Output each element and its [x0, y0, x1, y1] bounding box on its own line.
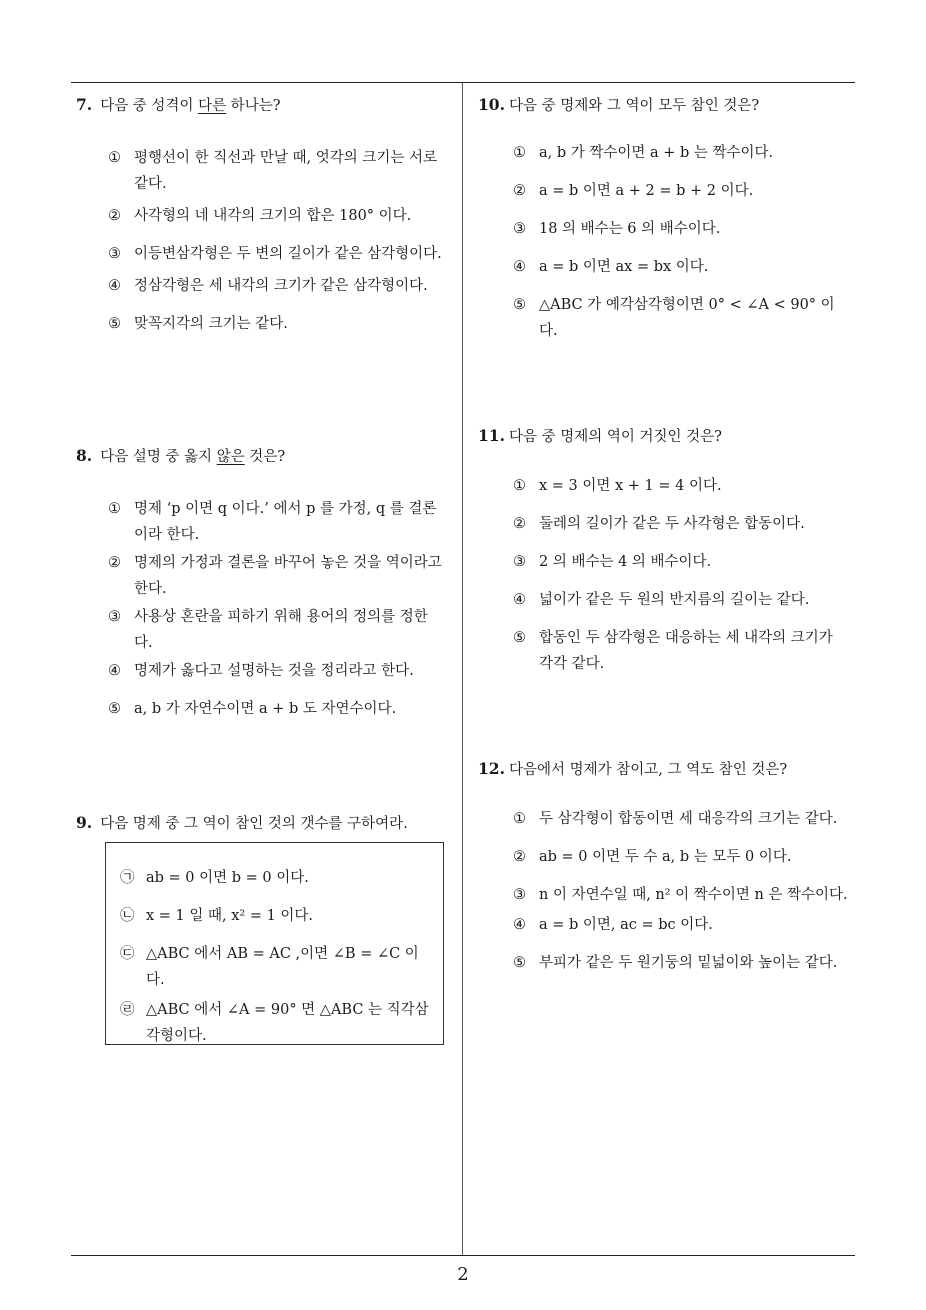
statement-text: △ABC 에서 ∠A = 90° 면 △ABC 는 직각삼각형이다.: [146, 1002, 429, 1044]
option-marker: ⑤: [108, 316, 121, 332]
option-2[interactable]: [513, 844, 850, 870]
option-text: 맞꼭지각의 크기는 같다.: [134, 316, 288, 332]
question-7-prompt: [76, 92, 444, 119]
option-marker: ⑤: [108, 701, 121, 717]
statement-marker: ㉡: [120, 908, 135, 924]
option-1[interactable]: [108, 496, 444, 548]
option-text: x = 3 이면 x + 1 = 4 이다.: [539, 478, 722, 494]
underlined-word: 않은: [216, 449, 245, 465]
question-9-prompt: [76, 810, 448, 837]
statement-marker: ㉣: [120, 1002, 135, 1018]
statement-3: [120, 941, 432, 993]
option-marker: ④: [513, 592, 526, 608]
statement-text: x = 1 일 때, x² = 1 이다.: [146, 908, 314, 924]
statement-marker: ㉠: [120, 870, 135, 886]
option-2[interactable]: [513, 511, 850, 537]
option-2[interactable]: [513, 178, 850, 204]
question-number: 10.: [478, 95, 505, 114]
option-marker: ①: [513, 145, 526, 161]
option-marker: ④: [108, 278, 121, 294]
option-text: a = b 이면 ax = bx 이다.: [539, 259, 709, 275]
option-marker: ①: [513, 811, 526, 827]
question-number: 7.: [76, 95, 93, 114]
option-marker: ⑤: [513, 297, 526, 313]
page-number: 2: [457, 1264, 469, 1285]
option-text: 합동인 두 삼각형은 대응하는 세 내각의 크기가 각각 같다.: [539, 630, 833, 672]
option-4[interactable]: [513, 587, 850, 613]
question-text: 하나는?: [226, 98, 281, 114]
option-text: 18 의 배수는 6 의 배수이다.: [539, 221, 721, 237]
option-3[interactable]: [108, 241, 444, 267]
option-4[interactable]: [108, 273, 444, 299]
option-marker: ①: [513, 478, 526, 494]
option-text: a, b 가 짝수이면 a + b 는 짝수이다.: [539, 145, 774, 161]
option-text: △ABC 가 예각삼각형이면 0° < ∠A < 90° 이다.: [539, 297, 835, 339]
question-text: 다음 중 명제의 역이 거짓인 것은?: [508, 429, 722, 445]
option-3[interactable]: [513, 549, 850, 575]
option-marker: ⑤: [513, 630, 526, 646]
option-marker: ②: [108, 208, 121, 224]
option-text: 이등변삼각형은 두 변의 길이가 같은 삼각형이다.: [134, 246, 442, 262]
option-text: n 이 자연수일 때, n² 이 짝수이면 n 은 짝수이다.: [539, 887, 848, 903]
question-number: 9.: [76, 813, 93, 832]
option-3[interactable]: [513, 882, 850, 908]
option-5[interactable]: [513, 950, 850, 976]
option-text: a, b 가 자연수이면 a + b 도 자연수이다.: [134, 701, 397, 717]
statement-4: [120, 997, 432, 1049]
question-text: 다음에서 명제가 참이고, 그 역도 참인 것은?: [508, 762, 788, 778]
underlined-word: 다른: [198, 98, 227, 114]
option-marker: ②: [513, 516, 526, 532]
question-10-prompt: [478, 92, 850, 119]
option-text: 사용상 혼란을 피하기 위해 용어의 정의를 정한다.: [134, 609, 428, 651]
option-2[interactable]: [108, 550, 444, 602]
question-8: [76, 443, 444, 722]
question-12-prompt: [478, 756, 850, 783]
question-10: [478, 92, 850, 344]
option-marker: ③: [513, 221, 526, 237]
option-marker: ①: [108, 150, 121, 166]
option-text: 두 삼각형이 합동이면 세 대응각의 크기는 같다.: [539, 811, 838, 827]
question-9: [76, 810, 448, 837]
question-text: 것은?: [244, 449, 286, 465]
option-text: 둘레의 길이가 같은 두 사각형은 합동이다.: [539, 516, 805, 532]
option-1[interactable]: [513, 806, 850, 832]
question-number: 8.: [76, 446, 93, 465]
statement-2: [120, 903, 432, 929]
option-text: 부피가 같은 두 원기둥의 밑넓이와 높이는 같다.: [539, 955, 838, 971]
option-3[interactable]: [108, 604, 444, 656]
option-text: 2 의 배수는 4 의 배수이다.: [539, 554, 712, 570]
option-text: 정삼각형은 세 내각의 크기가 같은 삼각형이다.: [134, 278, 428, 294]
option-text: 명제의 가정과 결론을 바꾸어 놓은 것을 역이라고 한다.: [134, 555, 442, 597]
option-text: 명제가 옳다고 설명하는 것을 정리라고 한다.: [134, 663, 414, 679]
option-marker: ③: [513, 554, 526, 570]
option-text: 평행선이 한 직선과 만날 때, 엇각의 크기는 서로 같다.: [134, 150, 438, 192]
option-marker: ②: [513, 183, 526, 199]
option-1[interactable]: [513, 140, 850, 166]
option-marker: ②: [513, 849, 526, 865]
bottom-rule: [71, 1255, 855, 1256]
question-text: 다음 설명 중 옳지: [100, 449, 217, 465]
statement-1: [120, 865, 432, 891]
option-1[interactable]: [513, 473, 850, 499]
option-4[interactable]: [108, 658, 444, 684]
option-4[interactable]: [513, 912, 850, 938]
question-7: [76, 92, 444, 337]
question-12: [478, 756, 850, 976]
option-marker: ①: [108, 501, 121, 517]
statement-marker: ㉢: [120, 946, 135, 962]
option-marker: ④: [513, 259, 526, 275]
option-5[interactable]: [513, 292, 850, 344]
question-8-prompt: [76, 443, 444, 470]
question-number: 12.: [478, 759, 505, 778]
column-divider: [462, 83, 463, 1255]
option-marker: ⑤: [513, 955, 526, 971]
option-5[interactable]: [513, 625, 850, 677]
option-text: ab = 0 이면 두 수 a, b 는 모두 0 이다.: [539, 849, 792, 865]
question-text: 다음 중 성격이: [100, 98, 199, 114]
statement-text: △ABC 에서 AB = AC ,이면 ∠B = ∠C 이다.: [146, 946, 419, 988]
option-marker: ④: [108, 663, 121, 679]
top-rule: [71, 82, 855, 83]
option-text: 명제 ‘p 이면 q 이다.’ 에서 p 를 가정, q 를 결론이라 한다.: [134, 501, 437, 543]
option-text: a = b 이면 a + 2 = b + 2 이다.: [539, 183, 754, 199]
question-text: 다음 명제 중 그 역이 참인 것의 갯수를 구하여라.: [100, 816, 408, 832]
option-4[interactable]: [513, 254, 850, 280]
option-marker: ③: [513, 887, 526, 903]
statement-text: ab = 0 이면 b = 0 이다.: [146, 870, 309, 886]
question-number: 11.: [478, 426, 505, 445]
option-3[interactable]: [513, 216, 850, 242]
option-5[interactable]: [108, 311, 444, 337]
question-11-prompt: [478, 423, 850, 450]
option-marker: ③: [108, 246, 121, 262]
statement-box: [105, 842, 444, 1045]
option-5[interactable]: [108, 696, 444, 722]
option-text: a = b 이면, ac = bc 이다.: [539, 917, 713, 933]
option-1[interactable]: [108, 145, 444, 197]
option-text: 사각형의 네 내각의 크기의 합은 180° 이다.: [134, 208, 412, 224]
option-marker: ②: [108, 555, 121, 571]
option-marker: ③: [108, 609, 121, 625]
option-text: 넓이가 같은 두 원의 반지름의 길이는 같다.: [539, 592, 810, 608]
option-2[interactable]: [108, 203, 444, 229]
question-11: [478, 423, 850, 677]
option-marker: ④: [513, 917, 526, 933]
question-text: 다음 중 명제와 그 역이 모두 참인 것은?: [508, 98, 760, 114]
